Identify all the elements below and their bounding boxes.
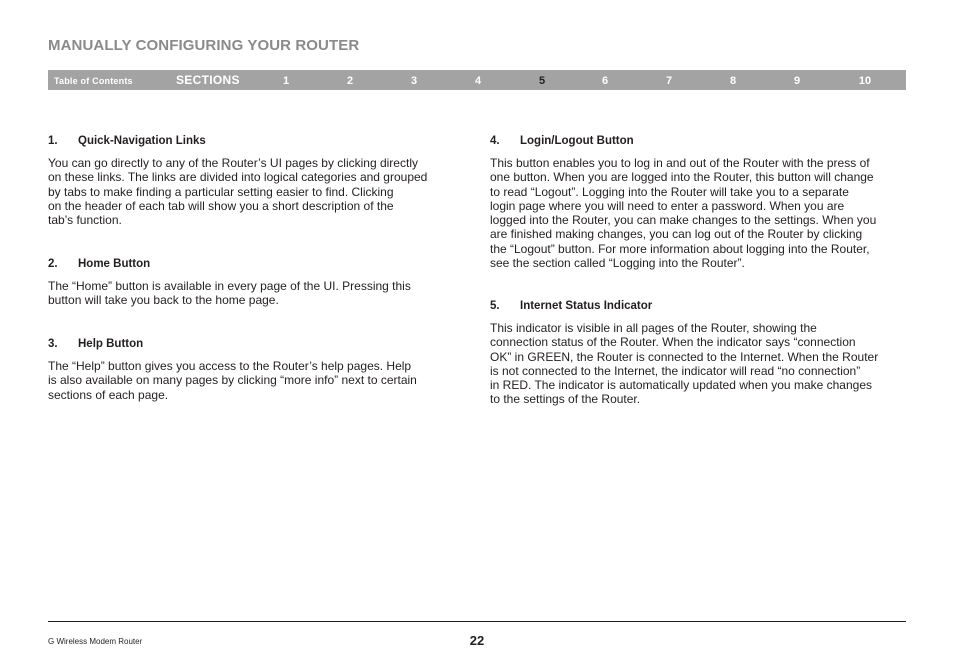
section-link-1[interactable]: 1 — [282, 75, 290, 87]
item-body — [490, 156, 908, 270]
section-link-5[interactable]: 5 — [538, 75, 546, 87]
item-title: Home Button — [78, 258, 151, 270]
body-line: on these links. The links are divided into logical categories and grouped — [48, 170, 428, 185]
item-title: Internet Status Indicator — [520, 300, 653, 312]
item-quick-navigation-links — [48, 134, 460, 257]
body-line: This button enables you to log in and out of the Router with the press of — [490, 156, 870, 170]
body-line: is also available on many pages by clicking “more info” next to certain — [48, 373, 417, 388]
body-line: The “Help” button gives you access to the Router’s help pages. Help — [48, 359, 412, 373]
body-line: on the header of each tab will show you a short description of the — [48, 198, 394, 213]
body-line: logged into the Router, you can make changes to the settings. When you — [490, 213, 877, 228]
body-line: are finished making changes, you can log out of the Router by clicking — [490, 227, 863, 242]
footer-product-name: G Wireless Modem Router — [48, 637, 143, 646]
page-title: MANUALLY CONFIGURING YOUR ROUTER — [48, 37, 360, 54]
section-link-9[interactable]: 9 — [793, 75, 801, 87]
item-heading — [490, 299, 908, 313]
body-line: to the settings of the Router. — [490, 392, 641, 407]
section-link-4[interactable]: 4 — [474, 75, 482, 87]
body-line: one button. When you are logged into the Router, this button will change — [490, 170, 874, 185]
item-heading — [48, 134, 460, 148]
section-link-10[interactable]: 10 — [858, 75, 872, 87]
item-body — [48, 156, 460, 227]
item-title: Quick-Navigation Links — [78, 135, 206, 147]
section-link-3[interactable]: 3 — [410, 75, 418, 87]
item-help-button — [48, 337, 460, 402]
item-body — [48, 279, 460, 308]
item-number: 5. — [490, 300, 500, 312]
footer-divider — [48, 621, 906, 622]
body-line: OK” in GREEN, the Router is connected to the Internet. When the Router — [490, 349, 879, 364]
body-line: the “Logout” button. For more information about logging into the Router, — [490, 241, 870, 256]
page-number: 22 — [469, 633, 485, 648]
item-title: Help Button — [78, 338, 144, 350]
section-navbar — [48, 70, 906, 90]
body-line: is not connected to the Internet, the indicator will read “no connection” — [490, 363, 861, 378]
body-line: login page where you will need to enter a password. When you are — [490, 198, 845, 213]
item-home-button — [48, 257, 460, 337]
item-body — [48, 359, 460, 402]
content-column-right — [490, 134, 908, 407]
item-heading — [48, 257, 460, 271]
section-link-8[interactable]: 8 — [729, 75, 737, 87]
item-number: 4. — [490, 135, 500, 147]
body-line: in RED. The indicator is automatically updated when you make changes — [490, 378, 872, 393]
section-link-2[interactable]: 2 — [346, 75, 354, 87]
item-number: 1. — [48, 135, 58, 147]
body-line: button will take you back to the home page. — [48, 293, 279, 308]
item-number: 2. — [48, 258, 58, 270]
item-heading — [48, 337, 460, 351]
body-line: The “Home” button is available in every page of the UI. Pressing this — [48, 279, 411, 293]
body-line: by tabs to make finding a particular setting easier to find. Clicking — [48, 184, 394, 199]
section-link-7[interactable]: 7 — [665, 75, 673, 87]
body-line: tab’s function. — [48, 213, 122, 228]
item-number: 3. — [48, 338, 58, 350]
body-line: You can go directly to any of the Router’s UI pages by clicking directly — [48, 156, 418, 170]
item-title: Login/Logout Button — [520, 135, 634, 147]
sections-label: SECTIONS — [176, 73, 240, 87]
item-login-logout-button — [490, 134, 908, 299]
item-internet-status-indicator — [490, 299, 908, 407]
body-line: connection status of the Router. When the indicator says “connection — [490, 335, 856, 350]
body-line: see the section called “Logging into the Router”. — [490, 256, 745, 271]
body-line: to read “Logout”. Logging into the Router will take you to a separate — [490, 184, 849, 199]
content-column-left — [48, 134, 460, 402]
body-line: sections of each page. — [48, 387, 169, 402]
body-line: This indicator is visible in all pages of the Router, showing the — [490, 321, 817, 335]
table-of-contents-link[interactable]: Table of Contents — [54, 76, 133, 86]
item-heading — [490, 134, 908, 148]
section-link-6[interactable]: 6 — [601, 75, 609, 87]
item-body — [490, 321, 908, 407]
